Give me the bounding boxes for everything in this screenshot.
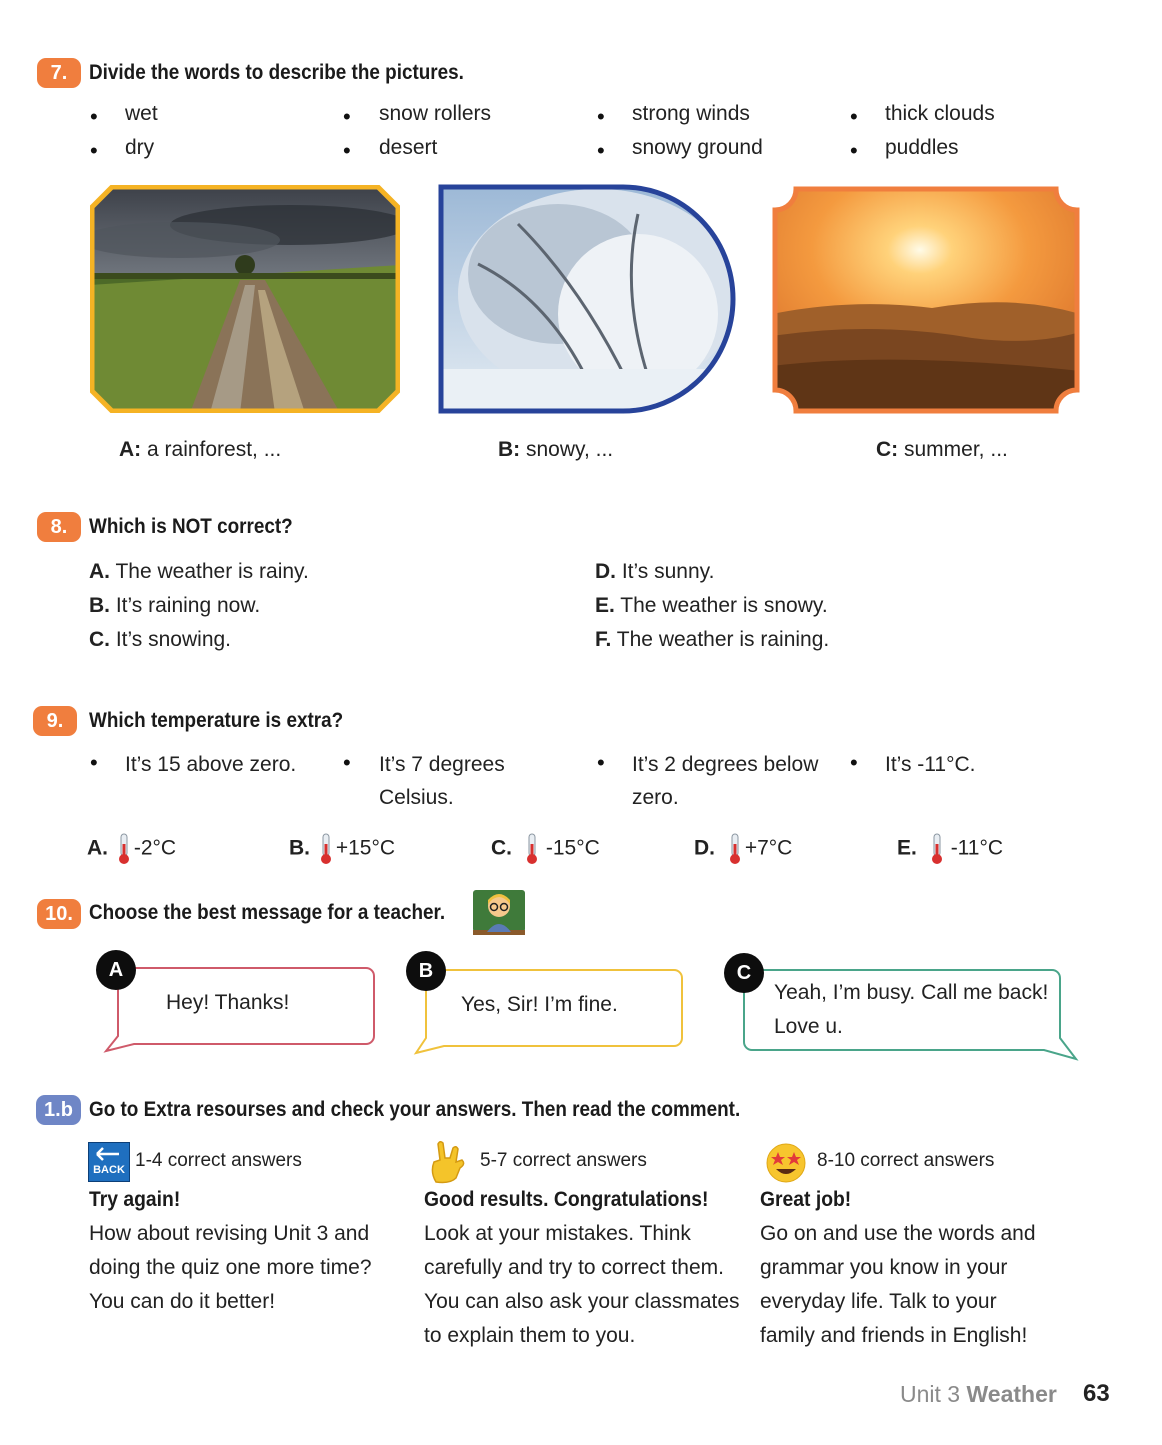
message-b-text: Yes, Sir! I’m fine. xyxy=(461,993,618,1016)
score-range-1: 1-4 correct answers xyxy=(135,1150,302,1171)
q1b-number-badge: 1.b xyxy=(36,1095,81,1125)
picture-b-snowy-tree xyxy=(438,184,740,414)
thermometer-icon xyxy=(727,832,743,866)
back-arrow-icon xyxy=(88,1142,130,1182)
q7-number-badge: 7. xyxy=(37,58,81,88)
q9-number-badge: 9. xyxy=(33,706,77,736)
thermometer-icon xyxy=(524,832,540,866)
result-heading-2: Good results. Congratulations! xyxy=(424,1188,709,1211)
q9-statement-4: It’s -11°C. xyxy=(885,753,976,776)
result-heading-3: Great job! xyxy=(760,1188,852,1211)
page-number: 63 xyxy=(1083,1380,1110,1407)
q8-option-d: D. It’s sunny. xyxy=(595,560,715,583)
rock-hand-icon xyxy=(426,1138,470,1184)
q8-title: Which is NOT correct? xyxy=(89,515,293,538)
q9-statement-2: It’s 7 degrees Celsius. xyxy=(379,753,505,809)
caption-b: B: snowy, ... xyxy=(498,438,614,461)
q10-title: Choose the best message for a teacher. xyxy=(89,901,446,924)
word-item: desert xyxy=(379,136,438,159)
word-item: strong winds xyxy=(632,102,750,125)
word-item: dry xyxy=(125,136,155,159)
temp-option-a: A. -2°C xyxy=(87,832,176,866)
thermometer-icon xyxy=(116,832,132,866)
caption-a: A: a rainforest, ... xyxy=(119,438,282,461)
q8-option-a: A. The weather is rainy. xyxy=(89,560,309,583)
temp-option-c: C. -15°C xyxy=(491,832,600,866)
star-struck-face-icon xyxy=(765,1142,807,1184)
q9-statement-1: It’s 15 above zero. xyxy=(125,753,297,776)
result-text-3: Go on and use the words and grammar you know in your everyday life. Talk to your family and friends in English! xyxy=(760,1222,1036,1347)
word-item: thick clouds xyxy=(885,102,995,125)
q7-title: Divide the words to describe the pictures. xyxy=(89,61,464,84)
footer-topic: Weather xyxy=(966,1381,1057,1407)
word-item: puddles xyxy=(885,136,959,159)
q8-option-b: B. It’s raining now. xyxy=(89,594,261,617)
q8-option-e: E. The weather is snowy. xyxy=(595,594,828,617)
q1b-title: Go to Extra resourses and check your answers. Then read the comment. xyxy=(89,1098,741,1121)
result-heading-1: Try again! xyxy=(89,1188,181,1211)
result-text-1: How about revising Unit 3 and doing the quiz one more time? You can do it better! xyxy=(89,1222,372,1313)
picture-a-rainy-field xyxy=(90,185,400,413)
word-item: snow rollers xyxy=(379,102,492,125)
q8-option-c: C. It’s snowing. xyxy=(89,628,232,651)
caption-c: C: summer, ... xyxy=(876,438,1008,461)
teacher-icon xyxy=(471,886,527,938)
message-a-text: Hey! Thanks! xyxy=(166,991,290,1014)
thermometer-icon xyxy=(929,832,945,866)
message-letter-b: B xyxy=(406,951,446,991)
temp-option-b: B. +15°C xyxy=(289,832,395,866)
word-item: snowy ground xyxy=(632,136,763,159)
score-range-3: 8-10 correct answers xyxy=(817,1150,995,1171)
word-item: wet xyxy=(125,102,158,125)
message-letter-c: C xyxy=(724,953,764,993)
result-text-2: Look at your mistakes. Think carefully and try to correct them. You can also ask your classmates to explain them to you. xyxy=(424,1222,740,1347)
message-c-text: Yeah, I’m busy. Call me back! Love u. xyxy=(774,981,1049,1038)
footer-unit: Unit 3 Weather xyxy=(900,1381,1057,1407)
q9-title: Which temperature is extra? xyxy=(89,709,344,732)
picture-c-desert-sunset xyxy=(772,186,1080,414)
back-icon-label: BACK xyxy=(93,1164,125,1176)
score-range-2: 5-7 correct answers xyxy=(480,1150,647,1171)
q8-option-f: F. The weather is raining. xyxy=(595,628,830,651)
q10-number-badge: 10. xyxy=(37,899,81,929)
thermometer-icon xyxy=(318,832,334,866)
q9-statement-3: It’s 2 degrees below zero. xyxy=(632,753,819,809)
temp-option-e: E. -11°C xyxy=(897,832,1003,866)
q8-number-badge: 8. xyxy=(37,512,81,542)
temp-option-d: D. +7°C xyxy=(694,832,792,866)
message-letter-a: A xyxy=(96,950,136,990)
